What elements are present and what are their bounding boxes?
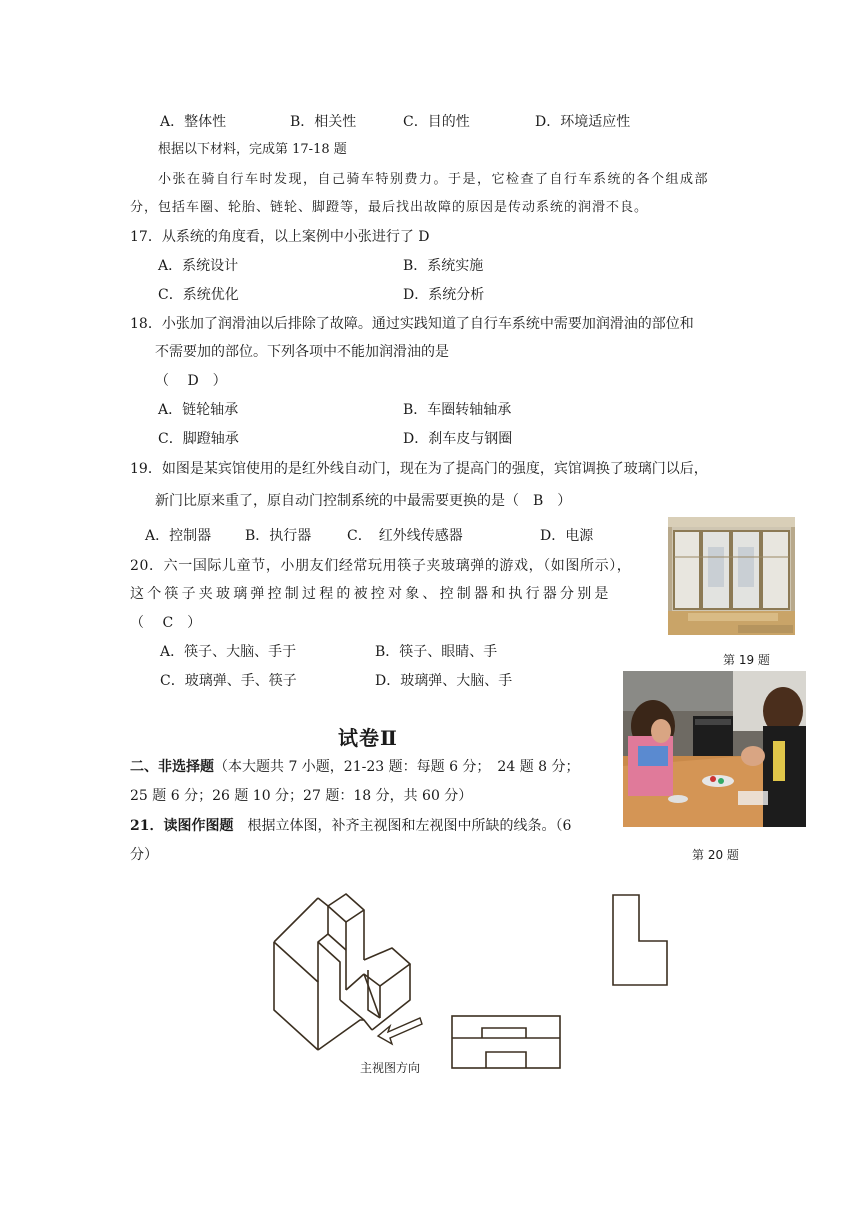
material-line-1: 小张在骑自行车时发现，自己骑车特别费力。于是，它检查了自行车系统的各个组成部 xyxy=(158,172,710,187)
q18-option-c: C．脚蹬轴承 xyxy=(158,431,239,447)
q19-caption: 第 19 题 xyxy=(723,653,770,667)
part2-section-line-2: 25 题 6 分；26 题 10 分；27 题：18 分，共 60 分） xyxy=(130,788,473,804)
q17-option-c: C．系统优化 xyxy=(158,287,239,303)
q20-answer: （ C ） xyxy=(130,615,202,631)
q19-option-a: A．控制器 xyxy=(145,528,212,544)
q17-option-d: D．系统分析 xyxy=(403,287,485,303)
q21-label: 21．读图作图题 xyxy=(130,818,234,834)
material-intro: 根据以下材料，完成第 17-18 题 xyxy=(158,142,347,157)
q21-left-view xyxy=(611,893,669,987)
part2-section-label: 二、非选择题 xyxy=(130,759,214,775)
q20-option-b: B．筷子、眼睛、手 xyxy=(375,644,498,660)
q18-option-b: B．车圈转轴轴承 xyxy=(403,402,512,418)
q20-caption: 第 20 题 xyxy=(692,848,739,862)
q16-option-d: D．环境适应性 xyxy=(535,114,631,130)
part2-title: 试卷Ⅱ xyxy=(338,726,398,750)
q17-stem: 17．从系统的角度看，以上案例中小张进行了 D xyxy=(130,229,430,245)
q20-option-a: A．筷子、大脑、手于 xyxy=(160,644,297,660)
q21-stem xyxy=(130,816,571,836)
material-line-2: 分，包括车圈、轮胎、链轮、脚蹬等，最后找出故障的原因是传动系统的润滑不良。 xyxy=(130,200,649,215)
part2-section-desc: （本大题共 7 小题，21-23 题：每题 6 分； 24 题 8 分； xyxy=(214,759,580,775)
q20-option-c: C．玻璃弹、手、筷子 xyxy=(160,673,297,689)
q16-option-a: A．整体性 xyxy=(160,114,227,130)
part2-section-line-1 xyxy=(130,757,580,777)
q20-stem-line-2: 这个筷子夹玻璃弹控制过程的被控对象、控制器和执行器分别是 xyxy=(130,586,612,602)
q16-option-b: B．相关性 xyxy=(290,114,357,130)
q21-direction-label: 主视图方向 xyxy=(360,1061,421,1075)
q20-children-photo xyxy=(623,671,806,827)
q21-text: 根据立体图，补齐主视图和左视图中所缺的线条。（6 xyxy=(233,818,572,834)
q21-isometric-drawing xyxy=(268,890,438,1055)
q20-stem-line-1: 20．六一国际儿童节，小朋友们经常玩用筷子夹玻璃弹的游戏，（如图所示）， xyxy=(130,558,632,574)
q18-option-d: D．刹车皮与钢圈 xyxy=(403,431,513,447)
q19-stem-line-1: 19．如图是某宾馆使用的是红外线自动门，现在为了提高门的强度，宾馆调换了玻璃门以后， xyxy=(130,461,708,477)
q19-option-c: C． 红外线传感器 xyxy=(347,528,463,544)
q17-option-b: B．系统实施 xyxy=(403,258,484,274)
q21-front-view xyxy=(450,1014,562,1070)
q16-option-c: C．目的性 xyxy=(403,114,470,130)
q18-answer: （ D ） xyxy=(155,373,227,389)
q19-option-d: D．电源 xyxy=(540,528,594,544)
q19-door-photo xyxy=(668,517,795,635)
q18-stem-line-1: 18．小张加了润滑油以后排除了故障。通过实践知道了自行车系统中需要加润滑油的部位和 xyxy=(130,316,694,332)
q20-option-d: D．玻璃弹、大脑、手 xyxy=(375,673,513,689)
q21-stem-line-2: 分） xyxy=(130,847,158,863)
q19-option-b: B．执行器 xyxy=(245,528,312,544)
q19-stem-line-2: 新门比原来重了，原自动门控制系统的中最需要更换的是（ B ） xyxy=(155,493,572,509)
q18-option-a: A．链轮轴承 xyxy=(158,402,239,418)
q18-stem-line-2: 不需要加的部位。下列各项中不能加润滑油的是 xyxy=(155,344,449,360)
q17-option-a: A．系统设计 xyxy=(158,258,239,274)
